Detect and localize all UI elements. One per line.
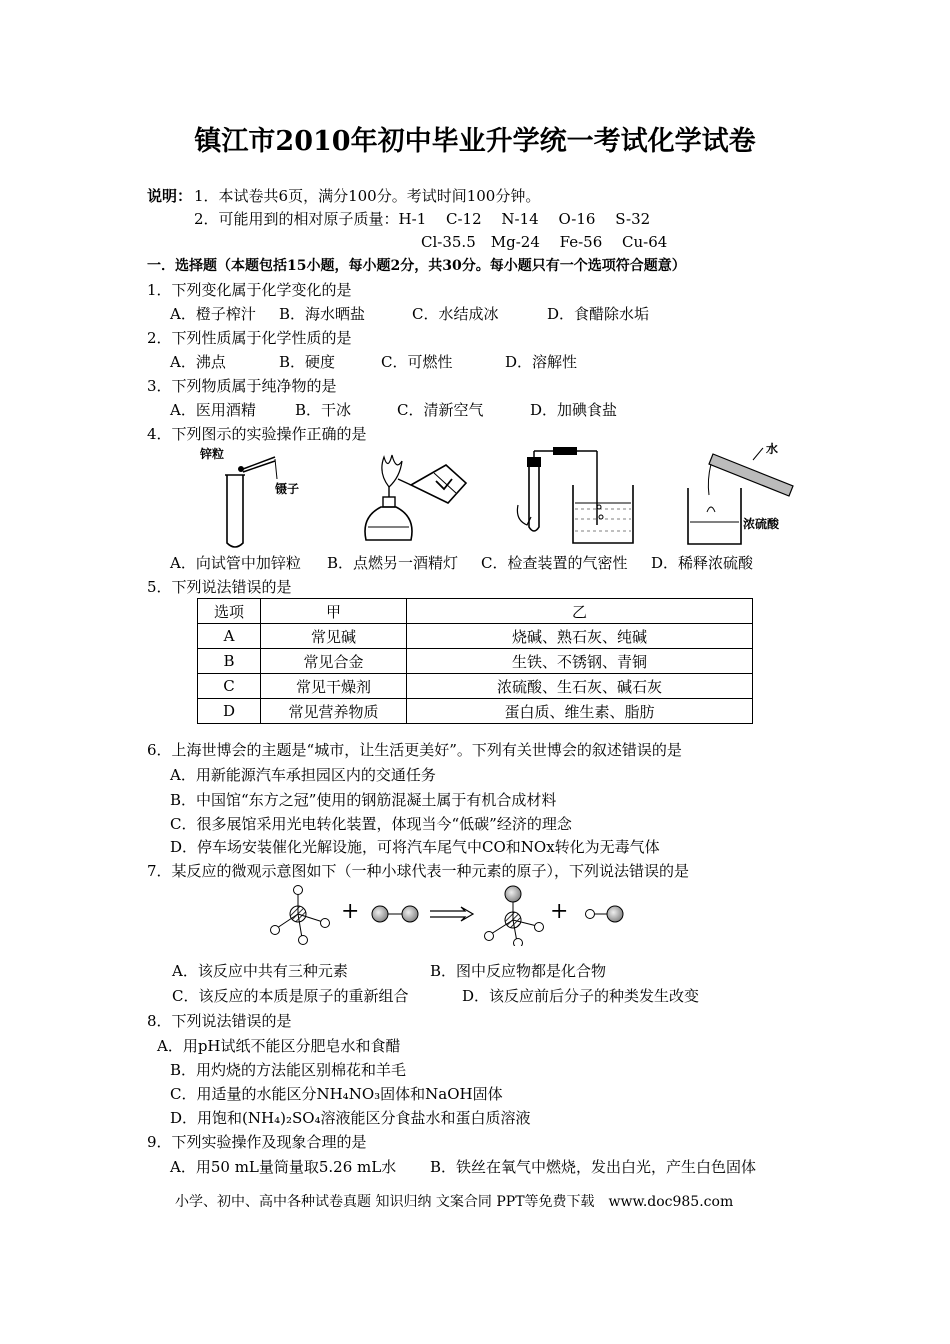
table-cell: 生铁、不锈钢、青铜 [407, 649, 753, 674]
q4-figure-d [683, 440, 808, 550]
section-1-heading: 一．选择题（本题包括15小题，每小题2分，共30分。每小题只有一个选项符合题意） [147, 258, 686, 274]
q1-option-d: D．食醋除水垢 [547, 305, 650, 323]
page-title: 镇江市2010年初中毕业升学统一考试化学试卷 [194, 126, 756, 157]
q4-figure-a [195, 445, 315, 550]
table-header-row [198, 599, 753, 624]
table-cell: D [198, 699, 261, 724]
q6-option-a: A．用新能源汽车承担园区内的交通任务 [170, 766, 436, 784]
molecule-reaction-icon [265, 884, 645, 946]
table-header-cell: 甲 [261, 599, 407, 624]
q2-option-d: D．溶解性 [505, 353, 578, 371]
q8-option-d: D．用饱和(NH₄)₂SO₄溶液能区分食盐水和蛋白质溶液 [170, 1109, 531, 1127]
table-cell: 浓硫酸、生石灰、碱石灰 [407, 674, 753, 699]
alcohol-lamp-icon [356, 445, 476, 550]
q4-option-c: C．检查装置的气密性 [481, 554, 628, 572]
q1-option-b: B．海水晒盐 [279, 305, 366, 323]
note-label: 说明： [147, 187, 193, 205]
table-cell: 烧碱、熟石灰、纯碱 [407, 624, 753, 649]
plus-sign-2: + [550, 899, 569, 924]
q2-option-a: A．沸点 [170, 353, 226, 371]
q3-option-d: D．加碘食盐 [530, 401, 618, 419]
zinc-label: 锌粒 [200, 447, 225, 461]
water-label: 水 [766, 442, 779, 456]
q3-option-a: A．医用酒精 [170, 401, 256, 419]
table-cell: B [198, 649, 261, 674]
q6-stem: 6．上海世博会的主题是“城市，让生活更美好”。下列有关世博会的叙述错误的是 [147, 741, 682, 759]
q8-option-a: A．用pH试纸不能区分肥皂水和食醋 [157, 1037, 401, 1055]
note-line-3: Cl-35.5 Mg-24 Fe-56 Cu-64 [421, 233, 668, 251]
q3-stem: 3．下列物质属于纯净物的是 [147, 377, 337, 395]
q5-table [197, 598, 753, 724]
table-cell: 常见营养物质 [261, 699, 407, 724]
table-cell: A [198, 624, 261, 649]
acid-label: 浓硫酸 [743, 517, 780, 531]
q3-option-c: C．清新空气 [397, 401, 484, 419]
table-row [198, 624, 753, 649]
table-cell: 蛋白质、维生素、脂肪 [407, 699, 753, 724]
q8-option-c: C．用适量的水能区分NH₄NO₃固体和NaOH固体 [170, 1085, 503, 1103]
tweezers-label: 镊子 [275, 482, 300, 496]
note-line-1: 1．本试卷共6页，满分100分。考试时间100分钟。 [194, 187, 541, 205]
q1-option-a: A．橙子榨汁 [170, 305, 256, 323]
q9-option-b: B．铁丝在氧气中燃烧，发出白光，产生白色固体 [430, 1158, 757, 1176]
page-footer: 小学、初中、高中各种试卷真题 知识归纳 文案合同 PPT等免费下载 www.doc985.com [175, 1194, 734, 1210]
q6-option-d: D．停车场安装催化光解设施，可将汽车尾气中CO和NOx转化为无毒气体 [170, 838, 660, 856]
q7-stem: 7．某反应的微观示意图如下（一种小球代表一种元素的原子），下列说法错误的是 [147, 862, 690, 880]
q8-stem: 8．下列说法错误的是 [147, 1012, 292, 1030]
q7-option-d: D．该反应前后分子的种类发生改变 [462, 987, 700, 1005]
q5-stem: 5．下列说法错误的是 [147, 578, 292, 596]
q1-stem: 1．下列变化属于化学变化的是 [147, 281, 352, 299]
dilution-icon [683, 440, 808, 550]
table-cell: 常见合金 [261, 649, 407, 674]
q9-option-a: A．用50 mL量筒量取5.26 mL水 [170, 1158, 397, 1176]
q4-option-b: B．点燃另一酒精灯 [327, 554, 459, 572]
q2-option-b: B．硬度 [279, 353, 336, 371]
table-header-cell: 选项 [198, 599, 261, 624]
note-line-2: 2．可能用到的相对原子质量：H-1 C-12 N-14 O-16 S-32 [194, 210, 651, 228]
q1-option-c: C．水结成冰 [412, 305, 499, 323]
table-cell: 常见干燥剂 [261, 674, 407, 699]
table-row [198, 699, 753, 724]
q7-option-c: C．该反应的本质是原子的重新组合 [172, 987, 409, 1005]
q2-option-c: C．可燃性 [381, 353, 453, 371]
plus-sign-1: + [341, 899, 360, 924]
q4-option-a: A．向试管中加锌粒 [170, 554, 301, 572]
q9-stem: 9．下列实验操作及现象合理的是 [147, 1133, 367, 1151]
table-row [198, 674, 753, 699]
table-cell: C [198, 674, 261, 699]
q4-figure-c [515, 445, 645, 550]
q4-stem: 4．下列图示的实验操作正确的是 [147, 425, 367, 443]
table-cell: 常见碱 [261, 624, 407, 649]
q6-option-c: C．很多展馆采用光电转化装置，体现当今“低碳”经济的理念 [170, 815, 572, 833]
q8-option-b: B．用灼烧的方法能区别棉花和羊毛 [170, 1061, 407, 1079]
q7-reaction-diagram [265, 884, 645, 946]
q6-option-b: B．中国馆“东方之冠”使用的钢筋混凝土属于有机合成材料 [170, 791, 557, 809]
q7-option-a: A．该反应中共有三种元素 [172, 962, 348, 980]
q3-option-b: B．干冰 [295, 401, 352, 419]
airtight-check-icon [515, 445, 645, 550]
q7-option-b: B．图中反应物都是化合物 [430, 962, 607, 980]
table-row [198, 649, 753, 674]
q2-stem: 2．下列性质属于化学性质的是 [147, 329, 352, 347]
q4-figure-b [356, 445, 476, 550]
table-header-cell: 乙 [407, 599, 753, 624]
q4-option-d: D．稀释浓硫酸 [651, 554, 754, 572]
